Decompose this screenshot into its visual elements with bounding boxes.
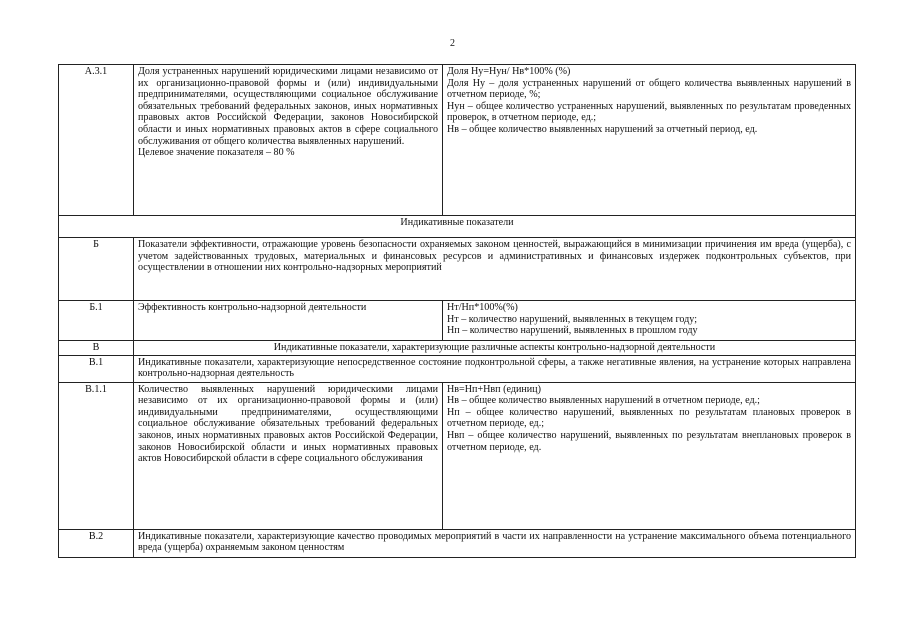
formula-line: Нт/Нп*100%(%)	[447, 302, 518, 313]
row-code: Б.1	[59, 301, 134, 341]
table-row-v2	[59, 529, 856, 557]
indicator-description: Количество выявленных нарушений юридическими лицами независимо от их организационно-правовой формы и (или) индивидуальными предпринимателями, осуществляющими социальное обслуживание обязательных требований федеральных законов, иных нормативных правовых актов Российской Федерации, законов Новосибирской области и иных нормативных правовых актов Новосибирской области в сфере социального обслуживания	[134, 382, 443, 529]
formula-line: Нп – общее количество нарушений, выявленных по результатам плановых проверок в отчетном периоде, ед.;	[447, 406, 851, 430]
section-text: Показатели эффективности, отражающие уровень безопасности охраняемых законом ценностей, выражающийся в минимизации причинения им вреда (ущерба), с учетом задействованных трудовых, материальных и финансовых ресурсов и административных и финансовых издержек подконтрольных субъектов, при осуществлении в отношении них контрольно-надзорных мероприятий	[134, 238, 856, 301]
row-code: Б	[59, 238, 134, 301]
table-row-b	[59, 238, 856, 301]
formula-line: Нв – общее количество выявленных нарушений в отчетном периоде, ед.;	[447, 395, 760, 407]
formula-line: Нп – количество нарушений, выявленных в прошлом году	[447, 325, 698, 337]
table-row-a31	[59, 65, 856, 216]
indicator-formula	[443, 301, 856, 341]
formula-line: Доля Ну – доля устраненных нарушений от общего количества выявленных нарушений в отчетном периоде, %;	[447, 77, 851, 101]
row-code: В.1.1	[59, 382, 134, 529]
indicator-description: Эффективность контрольно-надзорной деятельности	[134, 301, 443, 341]
section-title-indicative: Индикативные показатели	[59, 216, 856, 238]
row-code: В.2	[59, 529, 134, 557]
table-row-b1	[59, 301, 856, 341]
formula-line: Нв – общее количество выявленных нарушений за отчетный период, ед.	[447, 123, 758, 135]
indicator-description	[134, 65, 443, 216]
section-text: Индикативные показатели, характеризующие непосредственное состояние подконтрольной сферы, а также негативные явления, на устранение которых направлена контрольно-надзорная деятельность	[134, 355, 856, 382]
row-code: В	[59, 341, 134, 356]
page-number: 2	[450, 38, 455, 49]
formula-line: Нв=Нп+Нвп (единиц)	[447, 383, 541, 395]
indicator-formula	[443, 382, 856, 529]
formula-line: Нун – общее количество устраненных нарушений, выявленных по результатам проведенных проверок, в отчетном периоде, ед.;	[447, 100, 851, 124]
indicator-target-value: Целевое значение показателя – 80 %	[138, 147, 295, 159]
indicators-table	[58, 64, 856, 558]
table-row-v	[59, 341, 856, 356]
table-row-indicative-header	[59, 216, 856, 238]
indicator-description-text: Доля устраненных нарушений юридическими лицами независимо от их организационно-правовой формы и (или) индивидуальными предпринимателями, осуществляющими социальное обслуживание обязательных требований федеральных законов, иных нормативных правовых актов Российской Федерации, законов Новосибирской области и иных нормативных правовых актов в сфере социального обслуживания от общего количества выявленных нарушений.	[138, 66, 438, 147]
table-row-v1	[59, 355, 856, 382]
formula-line: Нвп – общее количество нарушений, выявленных по результатам внеплановых проверок в отчетном периоде, ед.	[447, 429, 851, 453]
table-row-v11	[59, 382, 856, 529]
row-code: А.3.1	[59, 65, 134, 216]
formula-line: Нт – количество нарушений, выявленных в текущем году;	[447, 313, 697, 325]
formula-line: Доля Ну=Нун/ Нв*100% (%)	[447, 66, 571, 77]
indicator-formula	[443, 65, 856, 216]
row-code: В.1	[59, 355, 134, 382]
section-text: Индикативные показатели, характеризующие качество проводимых мероприятий в части их направленности на устранение максимального объема потенциального вреда (ущерба) охраняемым законом ценностям	[134, 529, 856, 557]
section-text: Индикативные показатели, характеризующие различные аспекты контрольно-надзорной деятельности	[134, 341, 856, 356]
